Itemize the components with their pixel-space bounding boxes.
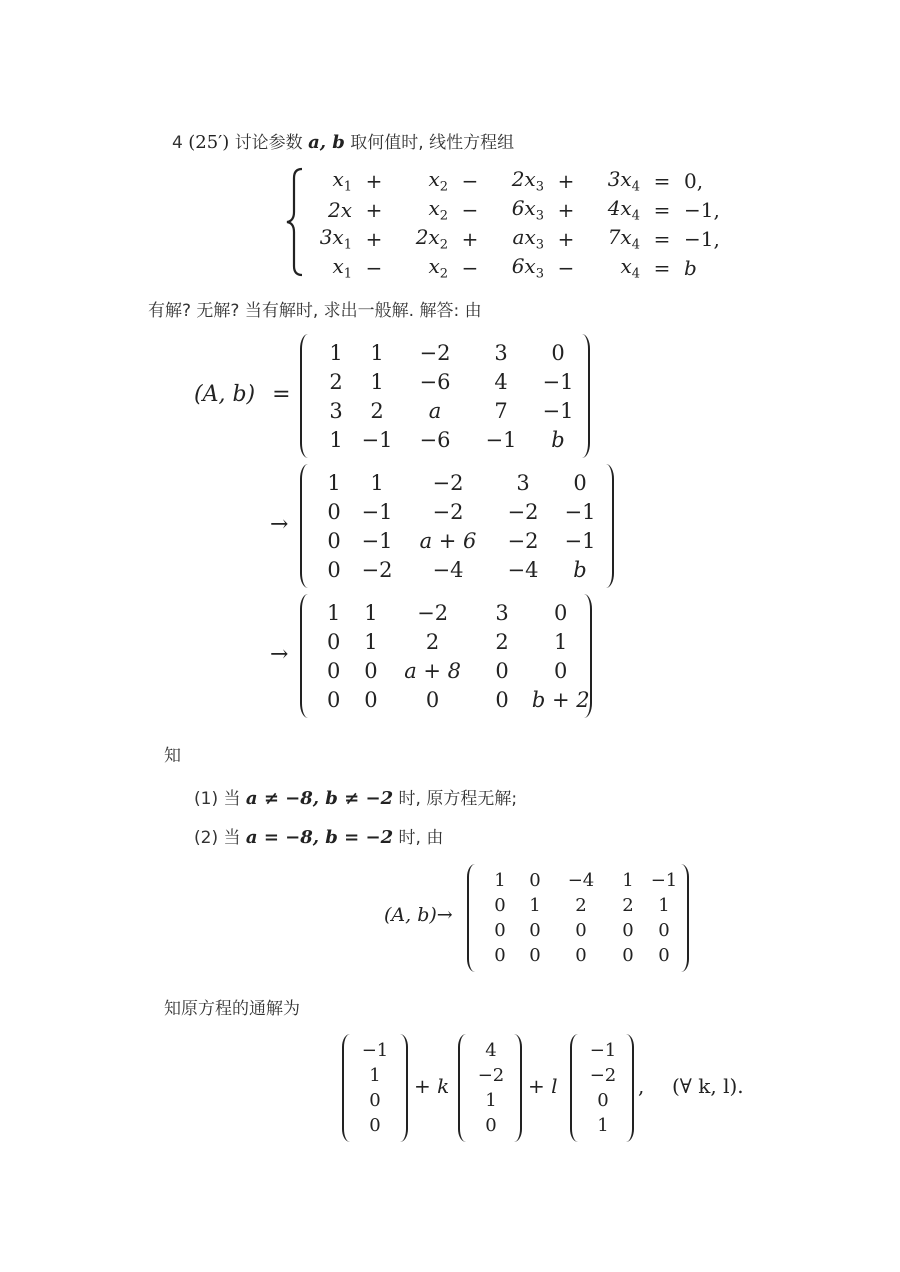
matrix-row — [316, 656, 592, 685]
equation-symbol: − — [557, 255, 575, 280]
matrix-grid — [483, 868, 681, 968]
reduced-label-text: (A, b)→ — [384, 904, 453, 926]
problem-statement — [172, 128, 514, 153]
equation-symbol: + — [461, 226, 479, 251]
matrix-cell: 0 — [369, 1115, 381, 1136]
equation-term: $6x_3$ — [511, 253, 544, 282]
equation-symbol: b — [684, 255, 697, 280]
zhi-text: 知 — [164, 746, 181, 766]
matrix-cell: 0 — [364, 658, 378, 683]
matrix-cell: −4 — [567, 870, 595, 891]
matrix-row — [483, 943, 681, 968]
equation-term: $2x_2$ — [415, 224, 448, 253]
matrix-cell: −2 — [432, 470, 464, 495]
case2-suffix: 时, 由 — [398, 828, 444, 848]
left-paren — [300, 594, 316, 718]
matrix-cell: −1 — [564, 499, 596, 524]
particular-vector — [342, 1034, 408, 1142]
case-1 — [194, 784, 517, 809]
matrix-cell: 7 — [494, 398, 508, 423]
problem-params: a, b — [308, 132, 345, 153]
matrix-cell: 0 — [573, 470, 587, 495]
equation-term: $x_2$ — [428, 195, 448, 224]
case2-condition: a = −8, b = −2 — [245, 827, 394, 848]
augmented-label — [194, 382, 291, 407]
matrix-cell: 0 — [326, 658, 341, 683]
matrix-cell: 1 — [329, 340, 343, 365]
equation-term: $x_4$ — [620, 253, 640, 282]
matrix-cell: 0 — [327, 499, 341, 524]
matrix-row — [316, 555, 608, 584]
equation-symbol: = — [653, 226, 671, 251]
left-paren — [300, 464, 316, 588]
left-paren — [467, 864, 483, 972]
matrix-cell: −1 — [564, 528, 596, 553]
matrix-row — [316, 338, 586, 367]
equation-symbol: 0, — [684, 168, 704, 193]
matrix-cell: 1 — [370, 470, 384, 495]
augmented-matrix-2 — [300, 464, 614, 588]
matrix-row — [483, 893, 681, 918]
matrix-cell: −2 — [507, 528, 539, 553]
matrix-cell: −1 — [361, 499, 393, 524]
matrix-cell: −1 — [361, 427, 393, 452]
equation-term: $3x_1$ — [319, 224, 352, 253]
left-paren — [300, 334, 316, 458]
matrix-cell: 1 — [326, 600, 341, 625]
equation-term: 2x — [327, 197, 352, 222]
equation-term: $2x_3$ — [511, 166, 544, 195]
matrix-row — [316, 685, 592, 714]
matrix-cell: 0 — [369, 1090, 381, 1111]
matrix-row — [358, 1038, 392, 1063]
equation-term: $4x_4$ — [607, 195, 640, 224]
matrix-cell: −1 — [542, 369, 574, 394]
matrix-cell: 2 — [370, 398, 384, 423]
matrix-cell: −1 — [650, 870, 678, 891]
case2-prefix: (2) 当 — [194, 828, 241, 848]
matrix-cell: 3 — [494, 340, 508, 365]
matrix-cell: −6 — [419, 369, 451, 394]
left-paren — [570, 1034, 586, 1142]
matrix-cell: 0 — [597, 1090, 609, 1111]
matrix-cell: 2 — [575, 895, 587, 916]
matrix-cell: 1 — [329, 427, 343, 452]
equation-symbol: = — [653, 168, 671, 193]
matrix-row — [316, 627, 592, 656]
matrix-cell: −1 — [485, 427, 517, 452]
matrix-cell: 4 — [494, 369, 508, 394]
case1-condition: a ≠ −8, b ≠ −2 — [245, 788, 394, 809]
matrix-cell: −4 — [432, 557, 464, 582]
matrix-grid — [316, 338, 586, 454]
case1-suffix: 时, 原方程无解; — [398, 789, 518, 809]
equation-symbol: − — [365, 255, 383, 280]
problem-text-prefix: 讨论参数 — [234, 133, 303, 153]
matrix-row — [586, 1038, 620, 1063]
matrix-cell: 1 — [370, 340, 384, 365]
matrix-cell: 0 — [529, 920, 541, 941]
matrix-grid — [316, 598, 592, 714]
matrix-cell: 0 — [495, 658, 509, 683]
matrix-cell: 0 — [425, 687, 440, 712]
equation-row — [300, 253, 744, 282]
equation-term: $3x_4$ — [607, 166, 640, 195]
basis-vector-2 — [570, 1034, 634, 1142]
equation-term: $x_1$ — [332, 253, 352, 282]
augmented-label-text: (A, b) — [194, 382, 256, 407]
left-paren — [342, 1034, 358, 1142]
system-table — [300, 166, 744, 282]
matrix-cell: 1 — [369, 1065, 381, 1086]
matrix-cell: 0 — [529, 870, 541, 891]
matrix-cell: 1 — [485, 1090, 497, 1111]
equation-row — [300, 195, 744, 224]
matrix-grid — [474, 1038, 508, 1138]
matrix-row — [316, 526, 608, 555]
matrix-cell: 0 — [622, 920, 634, 941]
matrix-row — [358, 1113, 392, 1138]
matrix-cell: 0 — [554, 658, 568, 683]
matrix-cell: 0 — [658, 920, 670, 941]
plus-l: + l — [528, 1074, 558, 1098]
matrix-row — [358, 1063, 392, 1088]
matrix-cell: −1 — [361, 528, 393, 553]
matrix-cell: a + 8 — [404, 658, 462, 683]
matrix-cell: −2 — [361, 557, 393, 582]
matrix-grid — [358, 1038, 392, 1138]
augmented-matrix-1 — [300, 334, 590, 458]
matrix-cell: 2 — [622, 895, 634, 916]
matrix-cell: −2 — [432, 499, 464, 524]
matrix-cell: 0 — [326, 687, 341, 712]
matrix-cell: 1 — [597, 1115, 609, 1136]
general-solution-label: 知原方程的通解为 — [164, 999, 300, 1019]
matrix-cell: 1 — [622, 870, 634, 891]
matrix-cell: 0 — [494, 920, 506, 941]
equation-symbol: −1, — [684, 226, 720, 251]
equation-term: $ax_3$ — [512, 224, 544, 253]
equation-symbol: + — [365, 226, 383, 251]
matrix-row — [316, 367, 586, 396]
forall-text: (∀ k, l). — [672, 1074, 744, 1098]
equation-term: $6x_3$ — [511, 195, 544, 224]
matrix-cell: 0 — [529, 945, 541, 966]
basis-vector-1 — [458, 1034, 522, 1142]
matrix-cell: 0 — [485, 1115, 497, 1136]
equation-symbol: + — [557, 197, 575, 222]
matrix-cell: 0 — [575, 920, 587, 941]
equation-system — [284, 166, 744, 282]
matrix-cell: 1 — [494, 870, 506, 891]
equation-symbol: −1, — [684, 197, 720, 222]
case1-prefix: (1) 当 — [194, 789, 241, 809]
matrix-cell: −1 — [361, 1040, 389, 1061]
matrix-cell: a — [428, 398, 442, 423]
reduced-label — [384, 904, 453, 926]
equation-term: $x_2$ — [428, 166, 448, 195]
matrix-cell: 0 — [494, 895, 506, 916]
matrix-cell: a + 6 — [419, 528, 477, 553]
matrix-cell: 0 — [327, 528, 341, 553]
equals-sign: = — [272, 382, 291, 407]
right-paren — [506, 1034, 522, 1142]
matrix-cell: 2 — [425, 629, 440, 654]
matrix-cell: −2 — [417, 600, 449, 625]
right-paren — [618, 1034, 634, 1142]
matrix-cell: 3 — [516, 470, 530, 495]
matrix-cell: 0 — [327, 557, 341, 582]
equation-term: $7x_4$ — [607, 224, 640, 253]
matrix-row — [586, 1063, 620, 1088]
matrix-row — [358, 1088, 392, 1113]
equation-row — [300, 224, 744, 253]
matrix-cell: 0 — [622, 945, 634, 966]
equation-symbol: = — [653, 255, 671, 280]
matrix-cell: −1 — [542, 398, 574, 423]
arrow-1: → — [270, 512, 289, 537]
matrix-cell: 0 — [364, 687, 378, 712]
matrix-cell: 2 — [329, 369, 343, 394]
problem-text-suffix: 取何值时, 线性方程组 — [350, 133, 515, 153]
matrix-row — [316, 468, 608, 497]
matrix-cell: 4 — [485, 1040, 497, 1061]
matrix-row — [474, 1113, 508, 1138]
equation-term: $x_2$ — [428, 253, 448, 282]
matrix-cell: 1 — [370, 369, 384, 394]
matrix-cell: 0 — [575, 945, 587, 966]
matrix-cell: −2 — [419, 340, 451, 365]
equation-term: $x_1$ — [332, 166, 352, 195]
matrix-row — [474, 1038, 508, 1063]
matrix-cell: −1 — [589, 1040, 617, 1061]
matrix-row — [474, 1088, 508, 1113]
case-2 — [194, 823, 443, 848]
reduced-matrix — [467, 864, 689, 972]
matrix-row — [474, 1063, 508, 1088]
matrix-cell: −4 — [507, 557, 539, 582]
equation-symbol: − — [461, 168, 479, 193]
equation-symbol: + — [365, 168, 383, 193]
matrix-cell: −2 — [477, 1065, 505, 1086]
equation-row — [300, 166, 744, 195]
matrix-cell: −2 — [507, 499, 539, 524]
matrix-row — [586, 1088, 620, 1113]
equation-symbol: + — [557, 226, 575, 251]
matrix-cell: b + 2 — [531, 687, 590, 712]
matrix-cell: 1 — [658, 895, 670, 916]
problem-number: 4 — [172, 133, 183, 153]
matrix-cell: −2 — [589, 1065, 617, 1086]
matrix-row — [483, 868, 681, 893]
matrix-cell: 1 — [529, 895, 541, 916]
equation-symbol: = — [653, 197, 671, 222]
matrix-row — [483, 918, 681, 943]
matrix-cell: b — [551, 427, 565, 452]
matrix-cell: 1 — [364, 600, 378, 625]
matrix-grid — [586, 1038, 620, 1138]
augmented-matrix-3 — [300, 594, 592, 718]
matrix-cell: 0 — [495, 687, 509, 712]
matrix-grid — [316, 468, 608, 584]
matrix-row — [316, 598, 592, 627]
plus-k: + k — [414, 1074, 450, 1098]
matrix-cell: 3 — [329, 398, 343, 423]
matrix-cell: 0 — [494, 945, 506, 966]
equation-symbol: + — [365, 197, 383, 222]
matrix-row — [316, 425, 586, 454]
matrix-cell: 1 — [327, 470, 341, 495]
matrix-cell: 1 — [364, 629, 378, 654]
problem-points: (25′) — [188, 132, 230, 153]
matrix-cell: b — [573, 557, 587, 582]
matrix-cell: 2 — [495, 629, 509, 654]
matrix-cell: 3 — [495, 600, 509, 625]
matrix-cell: 0 — [554, 600, 568, 625]
equation-symbol: − — [461, 197, 479, 222]
right-paren — [392, 1034, 408, 1142]
matrix-cell: 0 — [326, 629, 341, 654]
comma: , — [638, 1074, 645, 1098]
equation-symbol: − — [461, 255, 479, 280]
matrix-cell: 0 — [551, 340, 565, 365]
matrix-row — [586, 1113, 620, 1138]
matrix-cell: 1 — [554, 629, 568, 654]
matrix-row — [316, 497, 608, 526]
question-text: 有解? 无解? 当有解时, 求出一般解. 解答: 由 — [148, 301, 482, 321]
arrow-2: → — [270, 642, 289, 667]
equation-symbol: + — [557, 168, 575, 193]
left-paren — [458, 1034, 474, 1142]
matrix-cell: 0 — [658, 945, 670, 966]
matrix-row — [316, 396, 586, 425]
matrix-cell: −6 — [419, 427, 451, 452]
